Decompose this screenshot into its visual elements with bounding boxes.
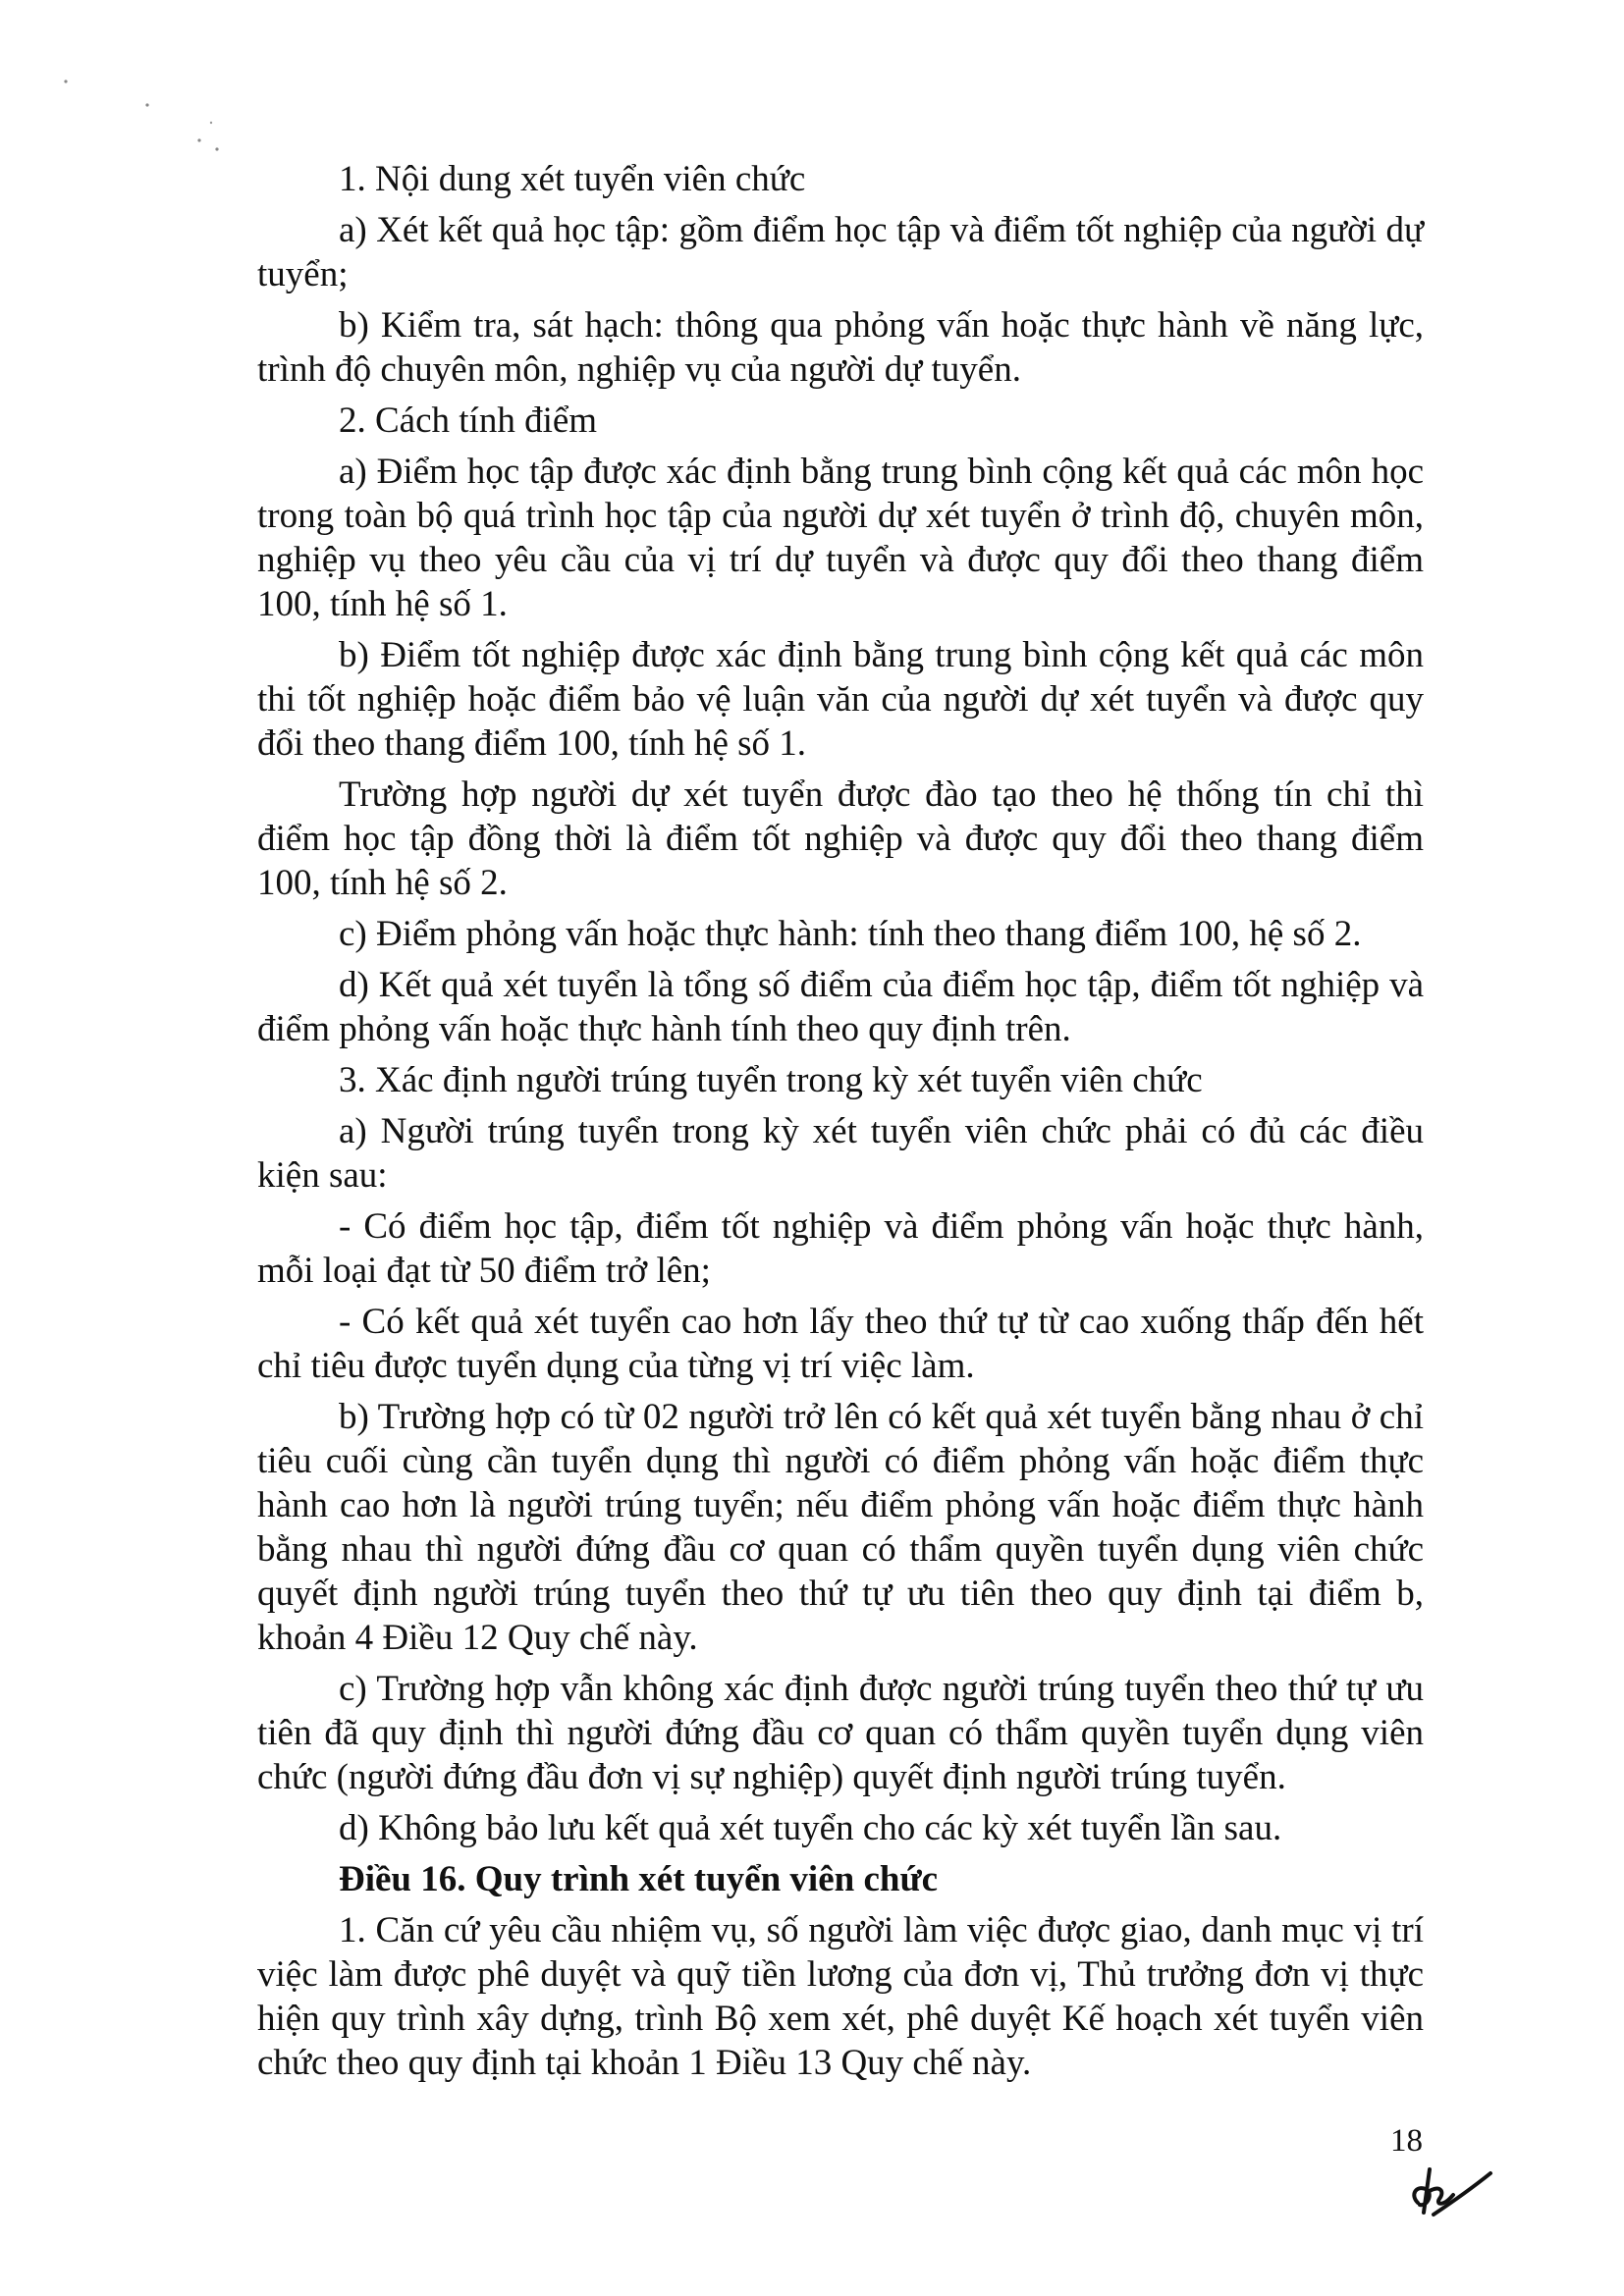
document-body <box>257 157 1424 2092</box>
clause-2-title: 2. Cách tính điểm <box>339 400 598 441</box>
page-number: 18 <box>1390 2123 1423 2159</box>
clause-3-title: 3. Xác định người trúng tuyển trong kỳ xét tuyển viên chức <box>339 1060 1203 1100</box>
clause-1-title: 1. Nội dung xét tuyển viên chức <box>339 159 806 199</box>
scan-specks <box>54 54 250 162</box>
clause-1b: b) Kiểm tra, sát hạch: thông qua phỏng vấn hoặc thực hành về năng lực, trình độ chuyên môn, nghiệp vụ của người dự tuyển. <box>257 305 1424 390</box>
article-16-heading: Điều 16. Quy trình xét tuyển viên chức <box>339 1859 939 1899</box>
clause-3d: d) Không bảo lưu kết quả xét tuyển cho các kỳ xét tuyển lần sau. <box>339 1808 1282 1848</box>
article-16-clause-1: 1. Căn cứ yêu cầu nhiệm vụ, số người làm việc được giao, danh mục vị trí việc làm được phê duyệt và quỹ tiền lương của đơn vị, Thủ trưởng đơn vị thực hiện quy trình xây dựng, trình Bộ xem xét, phê duyệt Kế hoạch xét tuyển viên chức theo quy định tại khoản 1 Điều 13 Quy chế này. <box>257 1910 1424 2083</box>
clause-2d: d) Kết quả xét tuyển là tổng số điểm của điểm học tập, điểm tốt nghiệp và điểm phỏng vấn hoặc thực hành tính theo quy định trên. <box>257 965 1424 1049</box>
clause-1a: a) Xét kết quả học tập: gồm điểm học tập và điểm tốt nghiệp của người dự tuyển; <box>257 210 1424 294</box>
clause-3a-bullet-2: - Có kết quả xét tuyển cao hơn lấy theo thứ tự từ cao xuống thấp đến hết chỉ tiêu được tuyển dụng của từng vị trí việc làm. <box>257 1302 1424 1386</box>
clause-2a: a) Điểm học tập được xác định bằng trung bình cộng kết quả các môn học trong toàn bộ quá trình học tập của người dự xét tuyển ở trình độ, chuyên môn, nghiệp vụ theo yêu cầu của vị trí dự tuyển và được quy đổi theo thang điểm 100, tính hệ số 1. <box>257 452 1424 624</box>
handwritten-initials-icon <box>1400 2156 1498 2224</box>
clause-2b: b) Điểm tốt nghiệp được xác định bằng trung bình cộng kết quả các môn thi tốt nghiệp hoặc điểm bảo vệ luận văn của người dự xét tuyển và được quy đổi theo thang điểm 100, tính hệ số 1. <box>257 635 1424 764</box>
clause-2c: c) Điểm phỏng vấn hoặc thực hành: tính theo thang điểm 100, hệ số 2. <box>339 914 1362 954</box>
clause-3a: a) Người trúng tuyển trong kỳ xét tuyển viên chức phải có đủ các điều kiện sau: <box>257 1111 1424 1196</box>
clause-3c: c) Trường hợp vẫn không xác định được người trúng tuyển theo thứ tự ưu tiên đã quy định thì người đứng đầu cơ quan có thẩm quyền tuyển dụng viên chức (người đứng đầu đơn vị sự nghiệp) quyết định người trúng tuyển. <box>257 1669 1424 1797</box>
clause-3a-bullet-1: - Có điểm học tập, điểm tốt nghiệp và điểm phỏng vấn hoặc thực hành, mỗi loại đạt từ 50 điểm trở lên; <box>257 1206 1424 1291</box>
clause-2-credit-case: Trường hợp người dự xét tuyển được đào tạo theo hệ thống tín chỉ thì điểm học tập đồng thời là điểm tốt nghiệp và được quy đổi theo thang điểm 100, tính hệ số 2. <box>257 774 1424 903</box>
clause-3b: b) Trường hợp có từ 02 người trở lên có kết quả xét tuyển bằng nhau ở chỉ tiêu cuối cùng cần tuyển dụng thì người có điểm phỏng vấn hoặc điểm thực hành cao hơn là người trúng tuyển; nếu điểm phỏng vấn hoặc điểm thực hành bằng nhau thì người đứng đầu cơ quan có thẩm quyền tuyển dụng viên chức quyết định người trúng tuyển theo thứ tự ưu tiên theo quy định tại điểm b, khoản 4 Điều 12 Quy chế này. <box>257 1397 1424 1658</box>
